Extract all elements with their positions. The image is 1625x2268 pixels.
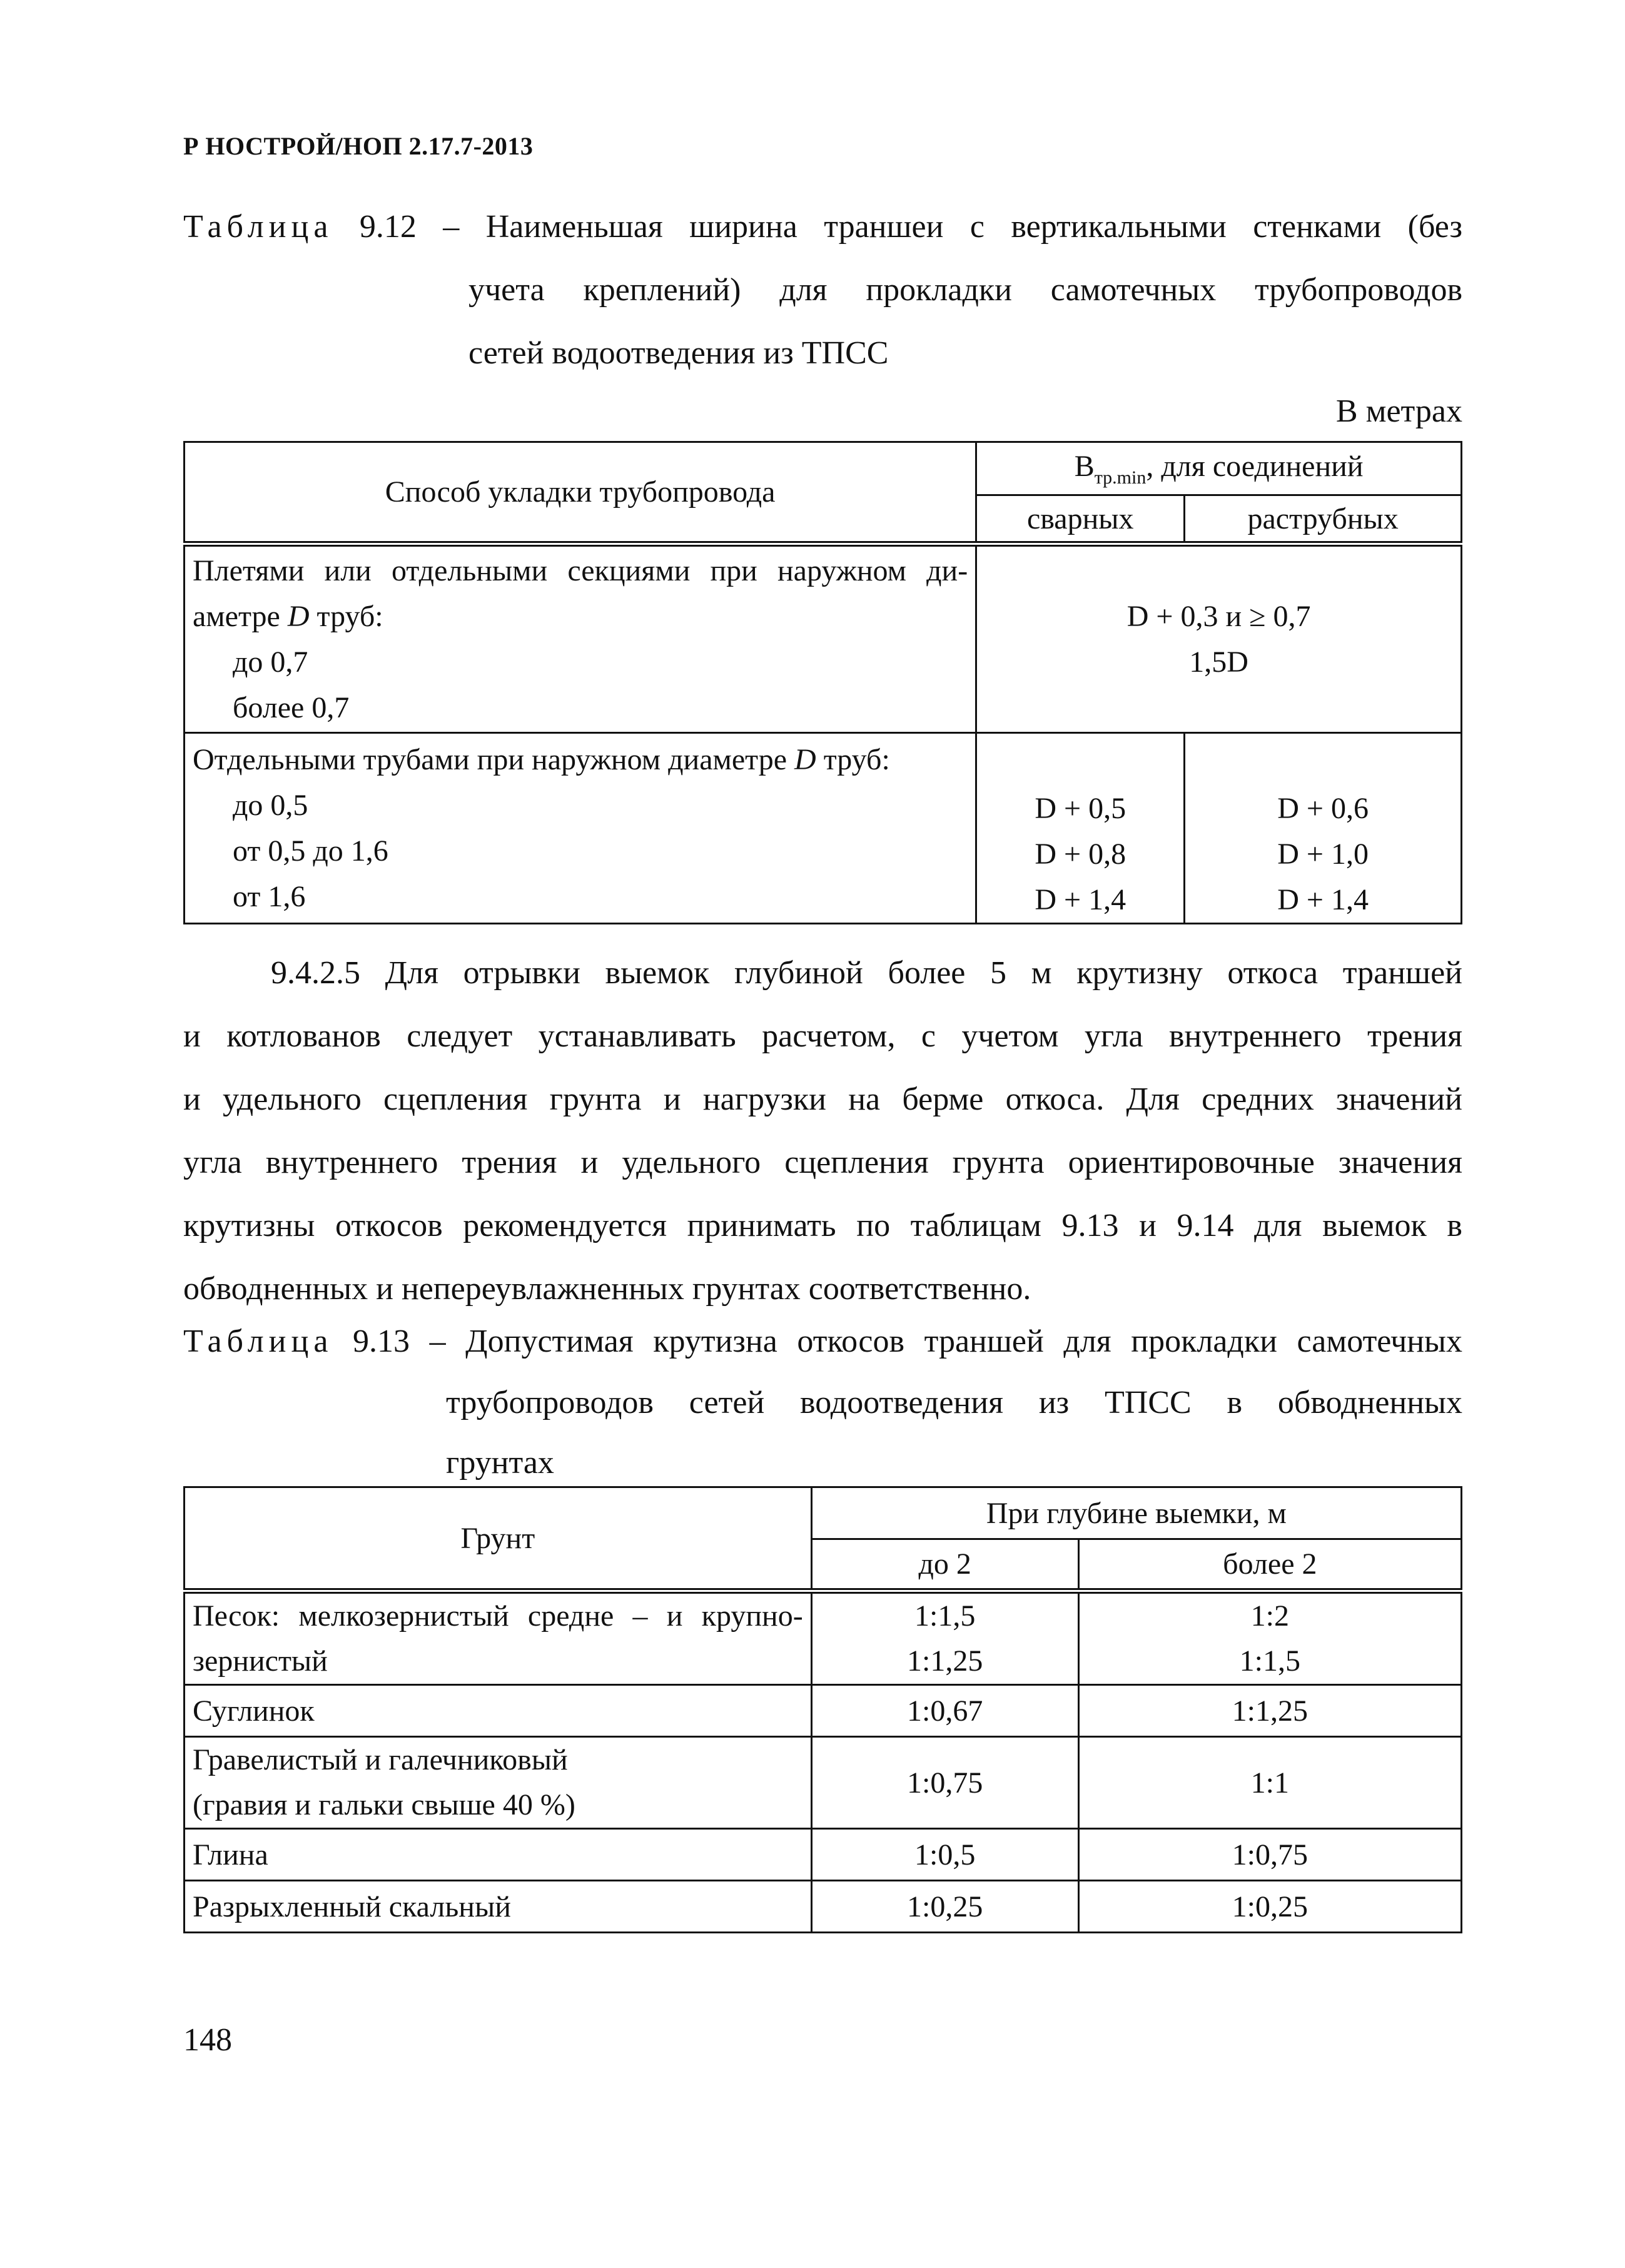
upto-2-cell: 1:0,67	[811, 1685, 1078, 1737]
table1-caption-line-1: Таблица 9.12 – Наименьшая ширина траншеи с вертикальными стенками (без	[183, 209, 1462, 245]
over-2-cell: 1:1,25	[1078, 1685, 1461, 1737]
table-row	[185, 1591, 1462, 1685]
soil-cell: Суглинок	[185, 1685, 812, 1737]
upto-2-cell: 1:0,25	[811, 1881, 1078, 1933]
table-row	[185, 1829, 1462, 1881]
over-2-cell: 1:0,25	[1078, 1881, 1461, 1933]
upto-2-cell: 1:1,5 1:1,25	[811, 1591, 1078, 1685]
header-depth-group: При глубине выемки, м	[811, 1487, 1461, 1539]
table2-caption-line-3: грунтах	[446, 1445, 554, 1481]
over-2-cell: 1:1	[1078, 1737, 1461, 1829]
upto-2-cell: 1:0,75	[811, 1737, 1078, 1829]
page-number: 148	[183, 2022, 232, 2058]
soil-cell: Глина	[185, 1829, 812, 1881]
row2-welded: D + 0,5 D + 0,8 D + 1,4	[976, 733, 1185, 924]
row2-socket: D + 0,6 D + 1,0 D + 1,4	[1185, 733, 1462, 924]
table-row	[185, 1737, 1462, 1829]
table1-caption-label: Таблица	[183, 209, 333, 245]
header-upto-2: до 2	[811, 1539, 1078, 1591]
table1-caption-line-2: учета креплений) для прокладки самотечных трубопроводов	[468, 272, 1462, 308]
table-row	[185, 1881, 1462, 1933]
row2-method: Отдельными трубами при наружном диаметре D труб: до 0,5 от 0,5 до 1,6 от 1,6	[185, 733, 976, 924]
table2-caption-line-1: Таблица 9.13 – Допустимая крутизна откосов траншей для прокладки самотечных	[183, 1324, 1462, 1359]
document-code: Р НОСТРОЙ/НОП 2.17.7-2013	[183, 132, 534, 160]
units-label: В метрах	[1335, 393, 1462, 429]
header-over-2: более 2	[1078, 1539, 1461, 1591]
table1-caption	[183, 195, 1462, 385]
paragraph-9-4-2-5: 9.4.2.5 Для отрывки выемок глубиной более 5 м крутизну откоса траншей и котлованов следует устанавливать расчетом, с учетом угла внутреннего трения и удельного сцепления грунта и нагрузки на берме откоса. Для средних значений угла внутреннего трения и удельного сцепления грунта ориентировочные значения крутизны откосов рекомендуется принимать по таблицам 9.13 и 9.14 для выемок в обводненных и непереувлажненных грунтах соответственно.	[183, 955, 1462, 1307]
header-soil: Грунт	[185, 1487, 812, 1591]
header-bmin-group: $B_{тр.min}$, для соединений	[976, 442, 1462, 495]
over-2-cell: 1:0,75	[1078, 1829, 1461, 1881]
table-row	[185, 1685, 1462, 1737]
table1-caption-line-3: сетей водоотведения из ТПСС	[468, 335, 889, 371]
over-2-cell: 1:2 1:1,5	[1078, 1591, 1461, 1685]
row2-title: Отдельными трубами при наружном диаметре D труб:	[193, 743, 890, 776]
soil-cell: Песок: мелкозернистый средне – и крупно- зернистый	[185, 1591, 812, 1685]
header-socket: раструбных	[1185, 495, 1462, 544]
header-welded: сварных	[976, 495, 1185, 544]
soil-cell: Гравелистый и галечниковый (гравия и гальки свыше 40 %)	[185, 1737, 812, 1829]
header-method: Способ укладки трубопровода	[185, 442, 976, 544]
table-9-13	[183, 1486, 1462, 1933]
table2-caption	[183, 1310, 1462, 1493]
table2-caption-line-2: трубопроводов сетей водоотведения из ТПСС в обводненных	[446, 1385, 1462, 1420]
table-9-12	[183, 441, 1462, 924]
upto-2-cell: 1:0,5	[811, 1829, 1078, 1881]
row1-merged-values: D + 0,3 и ≥ 0,7 1,5D	[976, 544, 1462, 733]
row1-line-2: аметре D труб:	[193, 600, 383, 633]
soil-cell: Разрыхленный скальный	[185, 1881, 812, 1933]
row1-method: Плетями или отдельными секциями при наружном ди- аметре D труб: до 0,7 более 0,7	[185, 544, 976, 733]
table2-caption-label: Таблица	[183, 1324, 333, 1359]
